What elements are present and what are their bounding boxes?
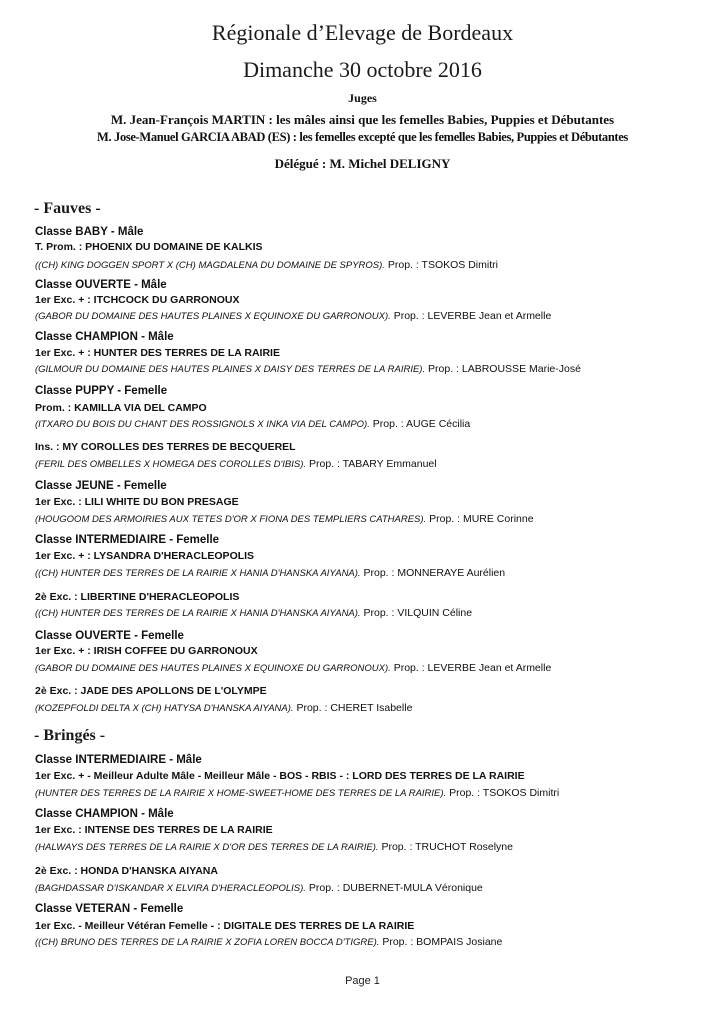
pedigree-line xyxy=(35,787,559,799)
class-heading: Classe OUVERTE - Femelle xyxy=(35,630,184,642)
judge-line-2: M. Jose-Manuel GARCIA ABAD (ES) : les femelles excepté que les femelles Babies, Puppies et Débutantes xyxy=(97,130,628,144)
result-line: 2è Exc. : JADE DES APOLLONS DE L'OLYMPE xyxy=(35,685,267,697)
class-heading: Classe JEUNE - Femelle xyxy=(35,480,167,492)
owner-text: Prop. : TABARY Emmanuel xyxy=(308,458,437,470)
parents-text: (BAGHDASSAR D'ISKANDAR X ELVIRA D'HERACLEOPOLIS). xyxy=(35,883,306,894)
pedigree-line xyxy=(35,662,551,674)
pedigree-line xyxy=(35,607,472,619)
owner-text: Prop. : LABROUSSE Marie-José xyxy=(428,363,581,375)
parents-text: ((CH) HUNTER DES TERRES DE LA RAIRIE X HANIA D'HANSKA AIYANA). xyxy=(35,608,361,619)
owner-text: Prop. : BOMPAIS Josiane xyxy=(382,936,503,948)
result-line: Prom. : KAMILLA VIA DEL CAMPO xyxy=(35,402,207,414)
section-title-fauves: - Fauves - xyxy=(34,200,101,217)
page-title-line2: Dimanche 30 octobre 2016 xyxy=(243,57,482,82)
class-heading: Classe VETERAN - Femelle xyxy=(35,903,184,915)
owner-text: Prop. : CHERET Isabelle xyxy=(296,702,413,714)
parents-text: ((CH) KING DOGGEN SPORT X (CH) MAGDALENA DU DOMAINE DE SPYROS). xyxy=(35,260,385,271)
parents-text: (FERIL DES OMBELLES X HOMEGA DES COROLLES D'IBIS). xyxy=(35,459,307,470)
class-heading: Classe OUVERTE - Mâle xyxy=(35,279,167,291)
owner-text: Prop. : TRUCHOT Roselyne xyxy=(381,841,513,853)
section-title-bringes: - Bringés - xyxy=(34,727,106,744)
class-heading: Classe PUPPY - Femelle xyxy=(35,385,168,397)
owner-text: Prop. : MURE Corinne xyxy=(429,513,534,525)
owner-text: Prop. : MONNERAYE Aurélien xyxy=(363,567,506,579)
pedigree-line xyxy=(35,513,534,525)
result-line: 2è Exc. : HONDA D'HANSKA AIYANA xyxy=(35,865,218,877)
parents-text: (GABOR DU DOMAINE DES HAUTES PLAINES X EQUINOXE DU GARRONOUX). xyxy=(35,663,391,674)
owner-text: Prop. : TSOKOS Dimitri xyxy=(449,787,560,799)
result-line: 1er Exc. + : HUNTER DES TERRES DE LA RAIRIE xyxy=(35,347,280,359)
page-number: Page 1 xyxy=(345,975,380,987)
pedigree-line xyxy=(35,567,505,579)
pedigree-line xyxy=(35,458,437,470)
result-line: 1er Exc. + : LYSANDRA D'HERACLEOPOLIS xyxy=(35,550,255,562)
result-line: 1er Exc. - Meilleur Vétéran Femelle - : DIGITALE DES TERRES DE LA RAIRIE xyxy=(35,920,415,932)
parents-text: ((CH) BRUNO DES TERRES DE LA RAIRIE X ZOFIA LOREN BOCCA D'TIGRE). xyxy=(35,937,380,948)
parents-text: (KOZEPFOLDI DELTA X (CH) HATYSA D'HANSKA AIYANA). xyxy=(35,703,294,714)
parents-text: (HALWAYS DES TERRES DE LA RAIRIE X D'OR DES TERRES DE LA RAIRIE). xyxy=(35,842,379,853)
juges-heading: Juges xyxy=(348,91,377,105)
owner-text: Prop. : VILQUIN Céline xyxy=(363,607,473,619)
class-heading: Classe BABY - Mâle xyxy=(35,226,144,238)
result-line: 1er Exc. + - Meilleur Adulte Mâle - Meilleur Mâle - BOS - RBIS - : LORD DES TERRES DE LA RAIRIE xyxy=(35,770,525,782)
result-line: T. Prom. : PHOENIX DU DOMAINE DE KALKIS xyxy=(35,241,263,253)
parents-text: (GILMOUR DU DOMAINE DES HAUTES PLAINES X DAISY DES TERRES DE LA RAIRIE). xyxy=(35,364,426,375)
owner-text: Prop. : AUGE Cécilia xyxy=(372,418,471,430)
pedigree-line xyxy=(35,882,483,894)
parents-text: (GABOR DU DOMAINE DES HAUTES PLAINES X EQUINOXE DU GARRONOUX). xyxy=(35,311,391,322)
class-heading: Classe CHAMPION - Mâle xyxy=(35,808,174,820)
parents-text: (ITXARO DU BOIS DU CHANT DES ROSSIGNOLS X INKA VIA DEL CAMPO). xyxy=(35,419,370,430)
parents-text: (HUNTER DES TERRES DE LA RAIRIE X HOME-SWEET-HOME DES TERRES DE LA RAIRIE). xyxy=(35,788,447,799)
class-heading: Classe INTERMEDIAIRE - Mâle xyxy=(35,754,202,766)
pedigree-line xyxy=(35,363,581,375)
owner-text: Prop. : LEVERBE Jean et Armelle xyxy=(393,310,552,322)
delegue-line: Délégué : M. Michel DELIGNY xyxy=(274,156,451,171)
judge-line-1: M. Jean-François MARTIN : les mâles ainsi que les femelles Babies, Puppies et Débutantes xyxy=(110,112,615,127)
class-heading: Classe INTERMEDIAIRE - Femelle xyxy=(35,534,220,546)
owner-text: Prop. : LEVERBE Jean et Armelle xyxy=(393,662,552,674)
result-line: 1er Exc. : INTENSE DES TERRES DE LA RAIRIE xyxy=(35,824,273,836)
pedigree-line xyxy=(35,702,412,714)
result-line: 2è Exc. : LIBERTINE D'HERACLEOPOLIS xyxy=(35,591,240,603)
result-line: 1er Exc. : LILI WHITE DU BON PRESAGE xyxy=(35,496,239,508)
owner-text: Prop. : DUBERNET-MULA Véronique xyxy=(308,882,483,894)
pedigree-line xyxy=(35,310,551,322)
page-title-line1: Régionale d’Elevage de Bordeaux xyxy=(211,20,514,45)
parents-text: (HOUGOOM DES ARMOIRIES AUX TETES D'OR X FIONA DES TEMPLIERS CATHARES). xyxy=(35,514,427,525)
pedigree-line xyxy=(35,841,513,853)
parents-text: ((CH) HUNTER DES TERRES DE LA RAIRIE X HANIA D'HANSKA AIYANA). xyxy=(35,568,361,579)
result-line: 1er Exc. + : IRISH COFFEE DU GARRONOUX xyxy=(35,645,258,657)
class-heading: Classe CHAMPION - Mâle xyxy=(35,331,174,343)
owner-text: Prop. : TSOKOS Dimitri xyxy=(387,259,498,271)
pedigree-line xyxy=(35,418,470,430)
result-line: Ins. : MY COROLLES DES TERRES DE BECQUEREL xyxy=(35,441,296,453)
pedigree-line xyxy=(35,259,498,271)
pedigree-line xyxy=(35,936,502,948)
result-line: 1er Exc. + : ITCHCOCK DU GARRONOUX xyxy=(35,294,240,306)
